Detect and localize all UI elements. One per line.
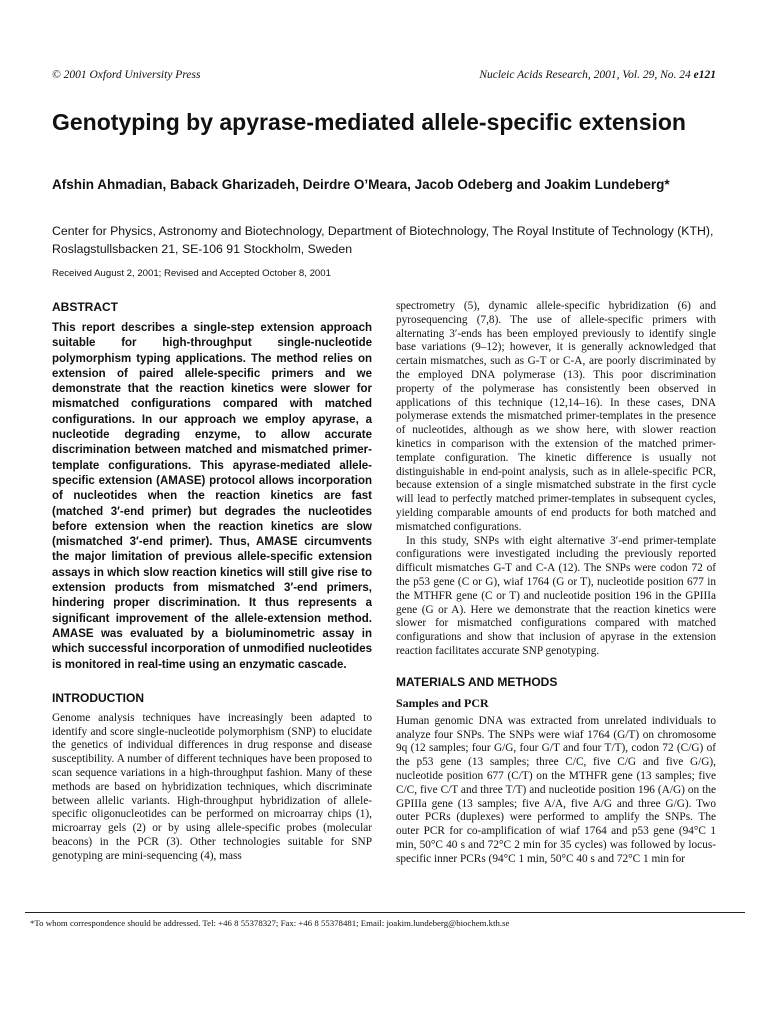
journal-name: Nucleic Acids Research, 2001, Vol. 29, No. 24 [479,69,691,81]
abstract-text: This report describes a single-step extension approach suitable for high-throughput single-nucleotide polymorphism typing applications. The method relies on extension of paired allele-specific primers and we demonstrate that the reaction kinetics were slower for mismatched configurations compared with matched configurations. In our approach we employ apyrase, a nucleotide degrading enzyme, to allow accurate discrimination between matched and mismatched primer-template configurations. This apyrase-mediated allele-specific extension (AMASE) protocol allows incorporation of nucleotides when the reaction kinetics are fast (matched 3′-end primer) but degrades the nucleotides before extension when the reaction kinetics are slow (mismatched 3′-end primer). Thus, AMASE circumvents the major limitation of previous allele-specific extension assays in which slow reaction kinetics will still give rise to extension products from mismatched 3′-end primers, hindering proper discrimination. It thus represents a significant improvement of the allele-extension method. AMASE was evaluated by a bioluminometric assay in which successful incorporation of unmodified nucleotides is monitored in real-time using an enzymatic cascade. [52,322,372,671]
affiliation: Center for Physics, Astronomy and Biotechnology, Department of Biotechnology, The Royal Institute of Technology (KTH), Roslagstullsbacken 21, SE-106 91 Stockholm, Sweden [52,224,714,256]
copyright-notice: © 2001 Oxford University Press [52,69,201,81]
running-header [52,69,716,83]
left-column [52,300,372,864]
journal-citation [479,69,716,81]
introduction-paragraph-2: In this study, SNPs with eight alternative 3′-end primer-template configurations were investigated including the previously reported difficult mismatches G-T and C-A (12). The SNPs were codon 72 of the p53 gene (C or G), wiaf 1764 (G or T), nucleotide position 677 in the MTHFR gene (C or T) and nucleotide position 196 in the GPIIIa gene (G or A). Here we demonstrate that the reaction kinetics were slower for mismatched configurations compared with matched configurations and show that inclusion of apyrase in the extension reaction facilitates accurate SNP genotyping. [396,534,716,657]
abstract-heading: ABSTRACT [52,300,118,314]
methods-paragraph: Human genomic DNA was extracted from unrelated individuals to analyze four SNPs. The SNPs were wiaf 1764 (G/T) on chromosome 9q (12 samples; four G/G, four G/T and four T/T), codon 72 (C/G) of the p53 gene (13 samples; three C/C, five C/G and five G/G), nucleotide position 677 (C/T) on the MTHFR gene (13 samples; five C/C, five C/T and three T/T) and nucleotide position 196 (A/G) on the GPIIIa gene (13 samples; five A/A, five A/G and three G/G). Two outer PCRs (duplexes) were performed to amplify the SNPs. The outer PCR for co-amplification of wiaf 1764 and p53 gene (94°C 1 min, 50°C 40 s and 72°C 2 min for 35 cycles) was followed by locus-specific inner PCRs (94°C 1 min, 50°C 40 s and 72°C 1 min for [396,714,716,865]
author-list: Afshin Ahmadian, Baback Gharizadeh, Deirdre O’Meara, Jacob Odeberg and Joakim Lundeberg* [52,177,670,192]
introduction-paragraph-continued: spectrometry (5), dynamic allele-specific hybridization (6) and pyrosequencing (7,8). The use of allele-specific primers with alternating 3′-ends has been employed previously to identify single base variations (9–12); however, it is generally acknowledged that certain mismatches, such as G-T or C-A, are poorly discriminated by the employed DNA polymerase (13). This poor discrimination property of the polymerase has consistently been observed in applications of this technique (12,14–16). In these cases, DNA polymerase extends the mismatched primer-templates in the presence of nucleotides, although as we show here, with slower reaction kinetics in comparison with the extension of the matched primer-template configuration. The kinetic difference is usually not distinguishable in end-point analysis, such as in allele-specific PCR, because extension of a single mismatched substrate in the first cycle will lead to perfectly matched primer-templates in subsequent cycles, yielding comparable amounts of end products for both matched and mismatched configurations. [396,300,716,533]
footnote-divider [25,912,745,913]
article-title: Genotyping by apyrase-mediated allele-specific extension [52,109,686,135]
samples-pcr-subheading: Samples and PCR [396,695,489,710]
introduction-heading: INTRODUCTION [52,690,144,705]
correspondence-footnote: *To whom correspondence should be addressed. Tel: +46 8 55378327; Fax: +46 8 55378481; Email: joakim.lundeberg@biochem.kth.se [30,918,510,928]
methods-heading: MATERIALS AND METHODS [396,674,558,689]
article-id: e121 [693,69,716,81]
right-column [396,300,716,866]
received-dates: Received August 2, 2001; Revised and Accepted October 8, 2001 [52,268,331,279]
introduction-paragraph: Genome analysis techniques have increasingly been adapted to identify and score single-nucleotide polymorphism (SNP) to elucidate the genetics of individual differences in drug response and disease susceptibility. A number of different techniques have been proposed to scan sequence variations in a high-throughput fashion. Many of these methods are based on hybridization techniques, which discriminate between allelic variants. High-throughput hybridization of allele-specific oligonucleotides can be performed on microarray chips (1), microarray gels (2) or by using allele-specific probes (molecular beacons) in the PCR (3). Other technologies suitable for SNP genotyping are mini-sequencing (4), mass [52,711,372,862]
